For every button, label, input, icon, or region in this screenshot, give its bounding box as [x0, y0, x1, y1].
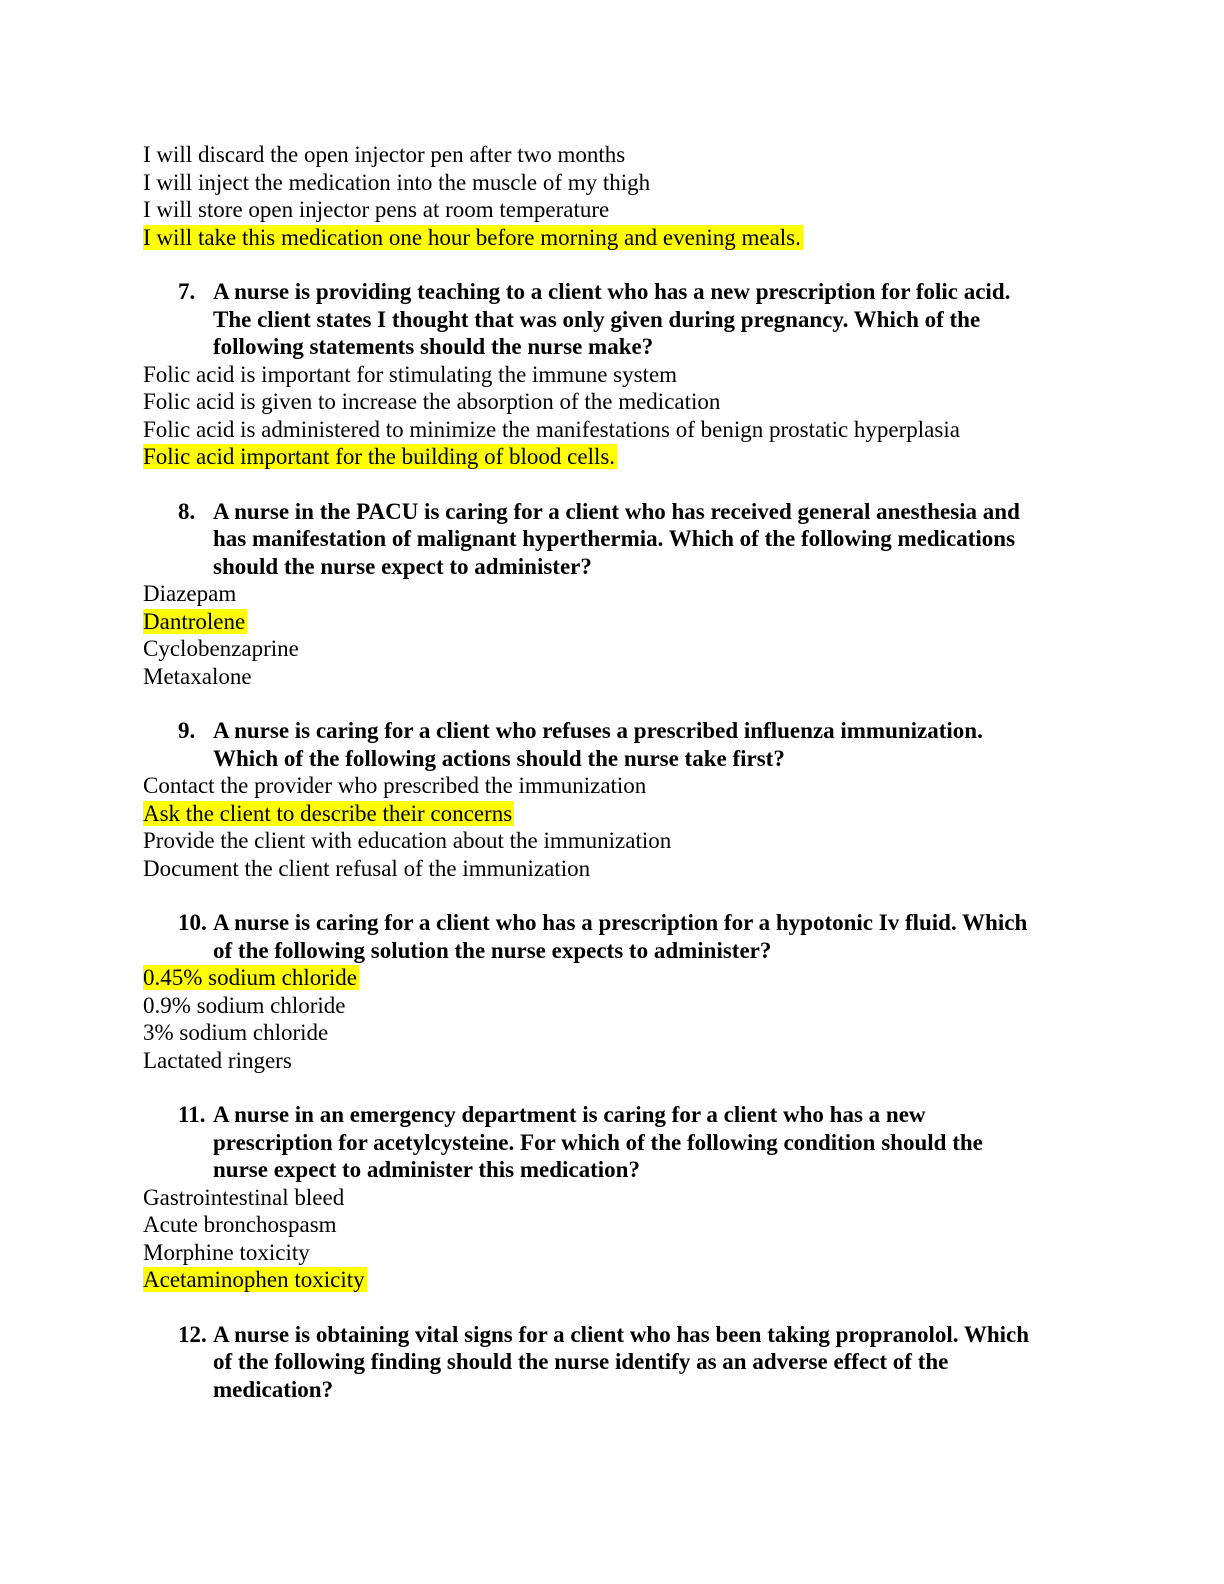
question-block — [143, 717, 1084, 882]
answer-option — [143, 663, 1084, 691]
answer-text: 0.9% sodium chloride — [143, 992, 346, 1018]
answer-option — [143, 1239, 1084, 1267]
question-options — [143, 1184, 1084, 1294]
answer-text: 3% sodium chloride — [143, 1020, 329, 1045]
question-stem — [143, 909, 1084, 964]
answer-option — [143, 169, 1084, 197]
answer-text: I will inject the medication into the muscle of my thigh — [143, 169, 651, 195]
highlighted-answer-text: Folic acid important for the building of blood cells. — [143, 444, 616, 469]
answer-option — [143, 964, 1084, 992]
question-options — [143, 964, 1084, 1074]
question-stem-lines — [213, 498, 1084, 581]
answer-option — [143, 608, 1084, 636]
answer-option — [143, 1019, 1084, 1047]
question-stem-lines — [213, 278, 1084, 361]
question-stem-line: has manifestation of malignant hyperthermia. Which of the following medications — [213, 526, 1016, 551]
answer-option — [143, 827, 1084, 855]
highlighted-answer-text: Ask the client to describe their concerns — [143, 800, 513, 826]
question-stem-line: The client states I thought that was only given during pregnancy. Which of the — [213, 306, 981, 332]
answer-option — [143, 141, 1084, 169]
answer-option — [143, 772, 1084, 800]
question-stem-lines — [213, 1321, 1084, 1404]
answer-option — [143, 443, 1084, 471]
answer-option — [143, 196, 1084, 224]
answer-text: Diazepam — [143, 581, 237, 606]
answer-option — [143, 1211, 1084, 1239]
question-stem-lines — [213, 909, 1084, 964]
question-number: 7. — [178, 279, 196, 304]
answer-text: Cyclobenzaprine — [143, 636, 299, 661]
question-stem-line: Which of the following actions should the nurse take first? — [213, 745, 785, 771]
answer-text: Morphine toxicity — [143, 1239, 310, 1265]
question-block — [143, 909, 1084, 1074]
question-block — [143, 498, 1084, 691]
answer-option — [143, 1266, 1084, 1294]
question-options — [143, 580, 1084, 690]
question-stem — [143, 498, 1084, 581]
answer-option — [143, 580, 1084, 608]
question-stem — [143, 1321, 1084, 1404]
question-stem-line: following statements should the nurse make? — [213, 334, 654, 359]
answer-option — [143, 416, 1084, 444]
answer-option — [143, 1047, 1084, 1075]
question-stem-line: A nurse is providing teaching to a client who has a new prescription for folic acid. — [213, 279, 1011, 304]
question-stem-line: A nurse in the PACU is caring for a client who has received general anesthesia and — [213, 498, 1020, 524]
question-block — [143, 1101, 1084, 1294]
question-number: 10. — [178, 910, 207, 935]
highlighted-answer-text: Dantrolene — [143, 608, 246, 634]
question-stem-line: A nurse is caring for a client who has a prescription for a hypotonic Iv fluid. Which — [213, 910, 1028, 935]
question-stem-line: A nurse in an emergency department is caring for a client who has a new — [213, 1102, 926, 1127]
question-number: 8. — [178, 498, 196, 524]
answer-text: Folic acid is important for stimulating the immune system — [143, 361, 678, 387]
answer-options-block — [143, 141, 1084, 251]
question-number: 11. — [178, 1102, 206, 1127]
answer-text: Provide the client with education about the immunization — [143, 828, 672, 853]
answer-text: I will store open injector pens at room temperature — [143, 197, 610, 222]
question-block — [143, 1321, 1084, 1404]
question-stem-line: should the nurse expect to administer? — [213, 553, 592, 579]
question-stem — [143, 717, 1084, 772]
answer-option — [143, 388, 1084, 416]
question-stem-line: of the following solution the nurse expects to administer? — [213, 937, 772, 963]
answer-option — [143, 361, 1084, 389]
highlighted-answer-text: 0.45% sodium chloride — [143, 965, 357, 990]
question-stem-line: A nurse is caring for a client who refuses a prescribed influenza immunization. — [213, 718, 983, 743]
answer-text: Folic acid is given to increase the absorption of the medication — [143, 389, 721, 414]
answer-text: Contact the provider who prescribed the immunization — [143, 773, 647, 798]
answer-option — [143, 224, 1084, 252]
answer-option — [143, 855, 1084, 883]
question-stem-line: of the following finding should the nurse identify as an adverse effect of the — [213, 1349, 949, 1374]
question-stem-lines — [213, 717, 1084, 772]
question-block — [143, 278, 1084, 471]
questions-list — [143, 278, 1084, 1403]
answer-option — [143, 635, 1084, 663]
highlighted-answer-text: Acetaminophen toxicity — [143, 1267, 365, 1292]
answer-option — [143, 800, 1084, 828]
question-stem-line: prescription for acetylcysteine. For which of the following condition should the — [213, 1129, 983, 1155]
answer-option — [143, 1184, 1084, 1212]
answer-text: Lactated ringers — [143, 1047, 292, 1073]
answer-option — [143, 992, 1084, 1020]
answer-text: Folic acid is administered to minimize the manifestations of benign prostatic hyperplasia — [143, 416, 960, 442]
question-stem-line: A nurse is obtaining vital signs for a client who has been taking propranolol. Which — [213, 1321, 1030, 1347]
question-stem — [143, 278, 1084, 361]
answer-text: Gastrointestinal bleed — [143, 1184, 345, 1210]
answer-text: Acute bronchospasm — [143, 1212, 337, 1237]
answer-text: Document the client refusal of the immunization — [143, 855, 591, 881]
question-number: 9. — [178, 718, 196, 743]
answer-text: Metaxalone — [143, 663, 252, 689]
question-stem — [143, 1101, 1084, 1184]
question-options — [143, 772, 1084, 882]
question-options — [143, 361, 1084, 471]
highlighted-answer-text: I will take this medication one hour before morning and evening meals. — [143, 224, 801, 250]
answer-text: I will discard the open injector pen after two months — [143, 142, 626, 167]
question-stem-line: nurse expect to administer this medication? — [213, 1157, 640, 1182]
question-stem-lines — [213, 1101, 1084, 1184]
question-number: 12. — [178, 1321, 207, 1347]
question-stem-line: medication? — [213, 1376, 334, 1402]
